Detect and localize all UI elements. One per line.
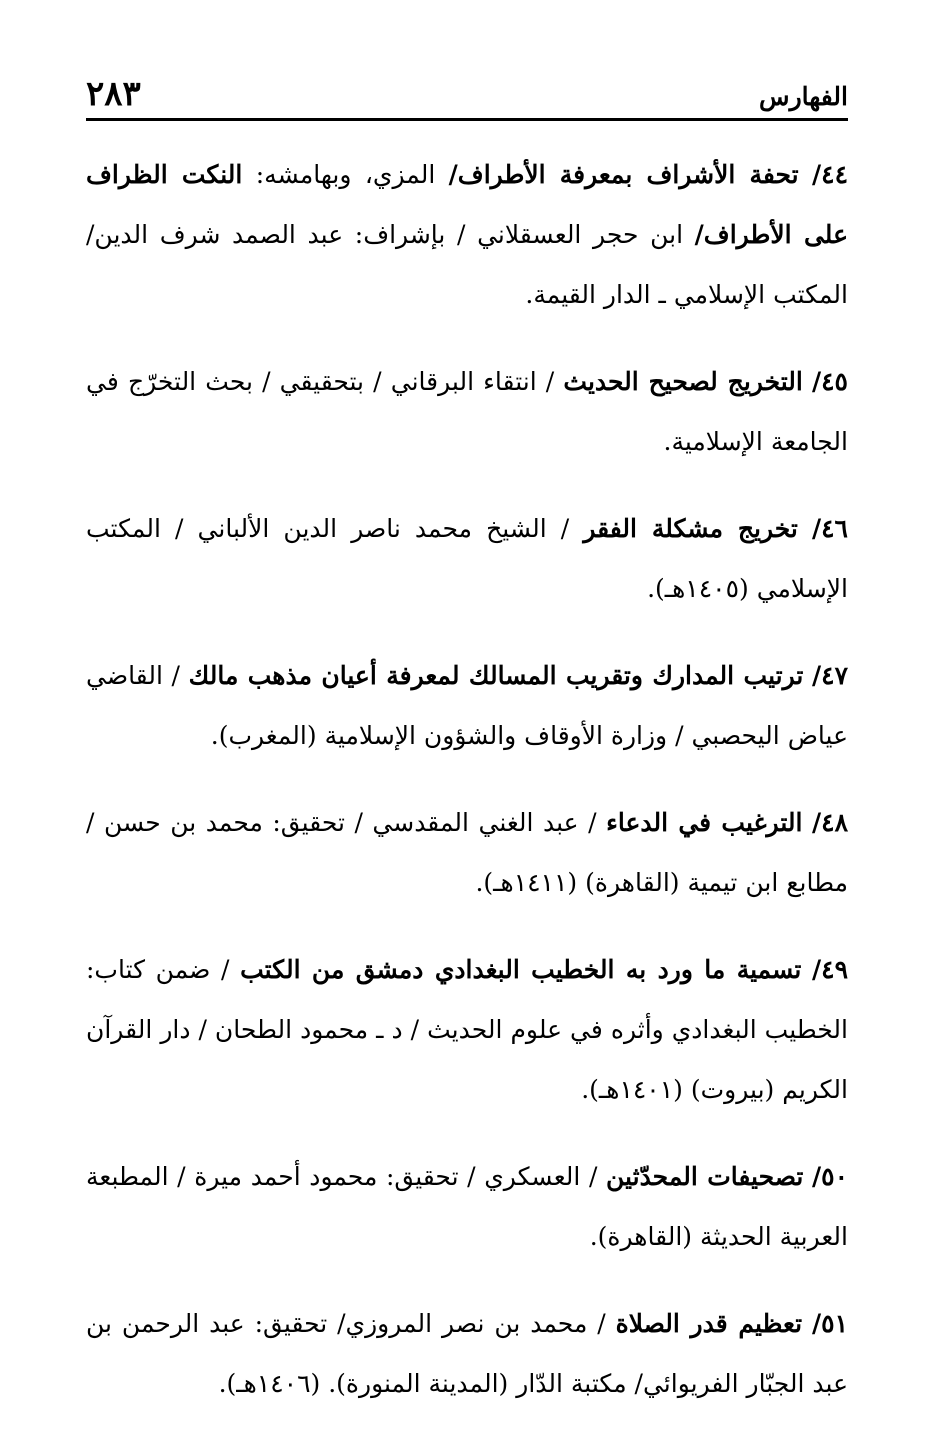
entry-title: تحفة الأشراف بمعرفة الأطراف/ <box>448 160 799 189</box>
entry-number: ٤٨/ <box>812 808 848 837</box>
bibliography-entry-47 <box>86 646 848 766</box>
entry-details: / عبد الغني المقدسي / تحقيق: محمد بن حسن / مطابع ابن تيمية (القاهرة) (١٤١١هـ). <box>86 808 848 897</box>
bibliography-entry-51 <box>86 1294 848 1414</box>
entry-number: ٤٤/ <box>812 160 848 189</box>
entry-number: ٤٩/ <box>812 955 848 984</box>
bibliography-entry-46 <box>86 499 848 619</box>
entry-number: ٤٦/ <box>811 514 848 543</box>
entry-title: تسمية ما ورد به الخطيب البغدادي دمشق من الكتب <box>240 955 802 984</box>
entry-details-secondary: ابن حجر العسقلاني / بإشراف: عبد الصمد شرف الدين/ المكتب الإسلامي ـ الدار القيمة. <box>86 220 848 309</box>
entry-details: / الشيخ محمد ناصر الدين الألباني / المكتب الإسلامي (١٤٠٥هـ). <box>86 514 848 603</box>
bibliography-entry-44 <box>86 145 848 325</box>
entry-details: / ضمن كتاب: الخطيب البغدادي وأثره في علوم الحديث / د ـ محمود الطحان / دار القرآن الكريم (بيروت) (١٤٠١هـ). <box>86 955 848 1104</box>
entry-number: ٥٠/ <box>812 1162 848 1191</box>
entry-number: ٤٥/ <box>811 367 848 396</box>
entry-title: الترغيب في الدعاء <box>606 808 803 837</box>
entry-details: / العسكري / تحقيق: محمود أحمد ميرة / المطبعة العربية الحديثة (القاهرة). <box>86 1162 848 1251</box>
entry-details: / القاضي عياض اليحصبي / وزارة الأوقاف والشؤون الإسلامية (المغرب). <box>86 661 848 750</box>
entry-details: المزي، وبهامشه: <box>242 160 449 189</box>
entry-title: تخريج مشكلة الفقر <box>583 514 798 543</box>
bibliography-list <box>86 145 848 1441</box>
entry-title-secondary: النكت الظراف على الأطراف/ <box>86 160 848 249</box>
entry-details: / انتقاء البرقاني / بتحقيقي / بحث التخرّج في الجامعة الإسلامية. <box>86 367 848 456</box>
bibliography-entry-49 <box>86 940 848 1120</box>
page-number: ٢٨٣ <box>86 74 141 114</box>
entry-title: التخريج لصحيح الحديث <box>563 367 803 396</box>
page-header <box>86 70 848 121</box>
entry-title: تعظيم قدر الصلاة <box>615 1309 803 1338</box>
entry-details: / محمد بن نصر المروزي/ تحقيق: عبد الرحمن بن عبد الجبّار الفريوائي/ مكتبة الدّار (المدينة المنورة). (١٤٠٦هـ). <box>86 1309 848 1398</box>
running-title: الفهارس <box>759 82 848 111</box>
bibliography-entry-50 <box>86 1147 848 1267</box>
bibliography-entry-48 <box>86 793 848 913</box>
entry-title: تصحيفات المحدّثين <box>606 1162 804 1191</box>
entry-number: ٥١/ <box>812 1309 848 1338</box>
entry-number: ٤٧/ <box>812 661 848 690</box>
bibliography-entry-45 <box>86 352 848 472</box>
entry-title: ترتيب المدارك وتقريب المسالك لمعرفة أعيان مذهب مالك <box>188 661 804 690</box>
